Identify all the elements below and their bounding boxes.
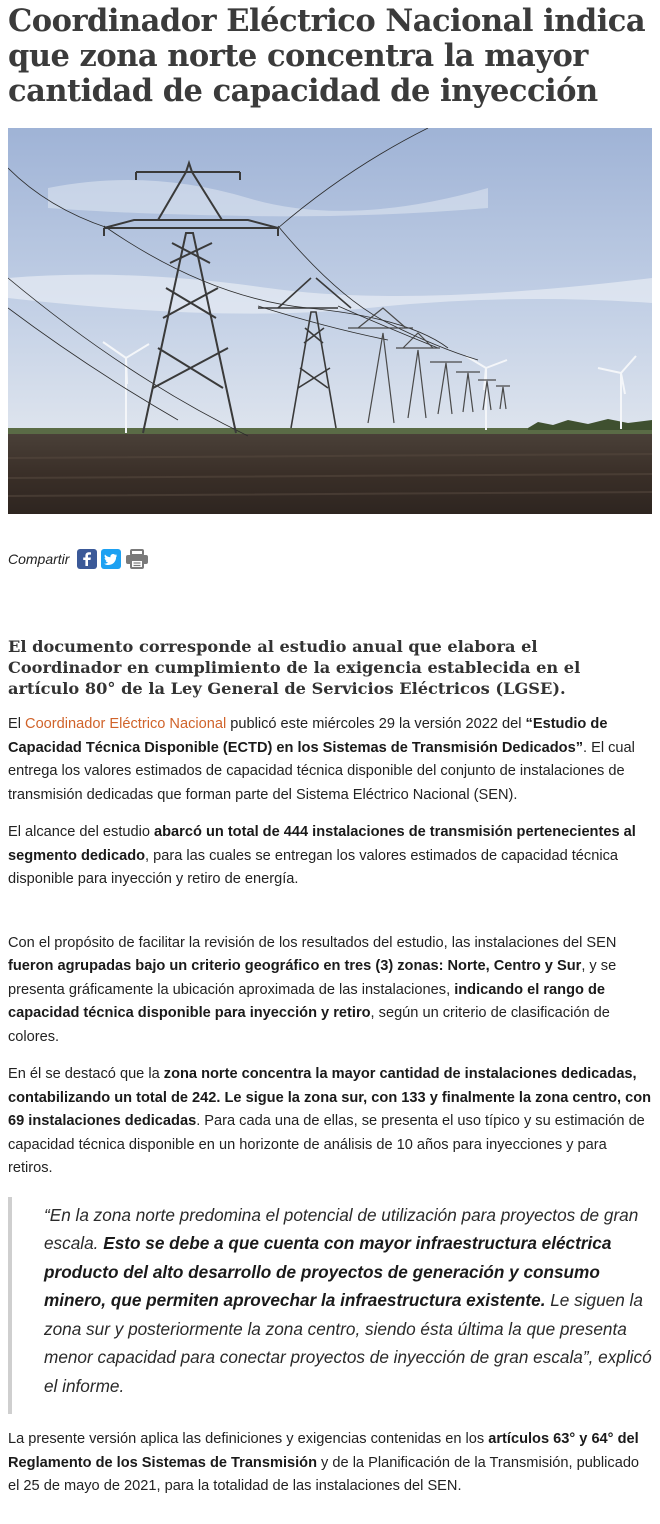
- paragraph-3: Con el propósito de facilitar la revisión de los resultados del estudio, las instalaciones del SEN fueron agrupadas bajo un criterio geográfico en tres (3) zonas: Norte, Centro y Sur, y se presenta gráficamente la ubicación aproximada de las instalaciones, indicando el rango de capacidad técnica disponible para inyección y retiro, según un criterio de clasificación de colores.: [8, 934, 617, 1045]
- facebook-icon[interactable]: [77, 549, 97, 569]
- hero-image: [8, 128, 652, 514]
- article-lead: El documento corresponde al estudio anual que elabora el Coordinador en cumplimiento de la exigencia establecida en el artículo 80° de la Ley General de Servicios Eléctricos (LGSE).: [8, 637, 581, 698]
- share-bar: [8, 544, 652, 574]
- paragraph-2: El alcance del estudio abarcó un total de 444 instalaciones de transmisión pertenecientes al segmento dedicado, para las cuales se entregan los valores estimados de capacidad técnica disponible para inyección y retiro de energía.: [8, 824, 636, 887]
- coordinador-link[interactable]: Coordinador Eléctrico Nacional: [25, 716, 227, 732]
- paragraph-1: El Coordinador Eléctrico Nacional publicó este miércoles 29 la versión 2022 del “Estudio de Capacidad Técnica Disponible (ECTD) en los Sistemas de Transmisión Dedicados”. El cual entrega los valores estimados de capacidad técnica disponible del conjunto de instalaciones de transmisión dedicadas que forman parte del Sistema Eléctrico Nacional (SEN).: [8, 716, 635, 803]
- article-quote: “En la zona norte predomina el potencial de utilización para proyectos de gran escala. Esto se debe a que cuenta con mayor infraestructura eléctrica producto del alto desarrollo de proyectos de generación y consumo minero, que permiten aprovechar la infraestructura existente. Le siguen la zona sur y posteriormente la zona centro, siendo ésta última la que presenta menor capacidad para conectar proyectos de inyección de gran escala”, explicó el informe.: [8, 1197, 652, 1415]
- share-label: Compartir: [8, 551, 70, 567]
- paragraph-5: La presente versión aplica las definiciones y exigencias contenidas en los artículos 63° y 64° del Reglamento de los Sistemas de Transmisión y de la Planificación de la Transmisión, publicado el 25 de mayo de 2021, para la totalidad de las instalaciones del SEN.: [8, 1431, 640, 1494]
- twitter-icon[interactable]: [101, 549, 121, 569]
- paragraph-4: En él se destacó que la zona norte concentra la mayor cantidad de instalaciones dedicadas, contabilizando un total de 242. Le sigue la zona sur, con 133 y finalmente la zona centro, con 69 instalaciones dedicadas. Para cada una de ellas, se presenta el uso típico y su estimación de capacidad técnica disponible en un horizonte de análisis de 10 años para inyecciones y para retiros.: [8, 1066, 652, 1176]
- print-icon[interactable]: [125, 549, 149, 569]
- article-title: Coordinador Eléctrico Nacional indica que zona norte concentra la mayor cantidad de capacidad de inyección: [8, 3, 646, 109]
